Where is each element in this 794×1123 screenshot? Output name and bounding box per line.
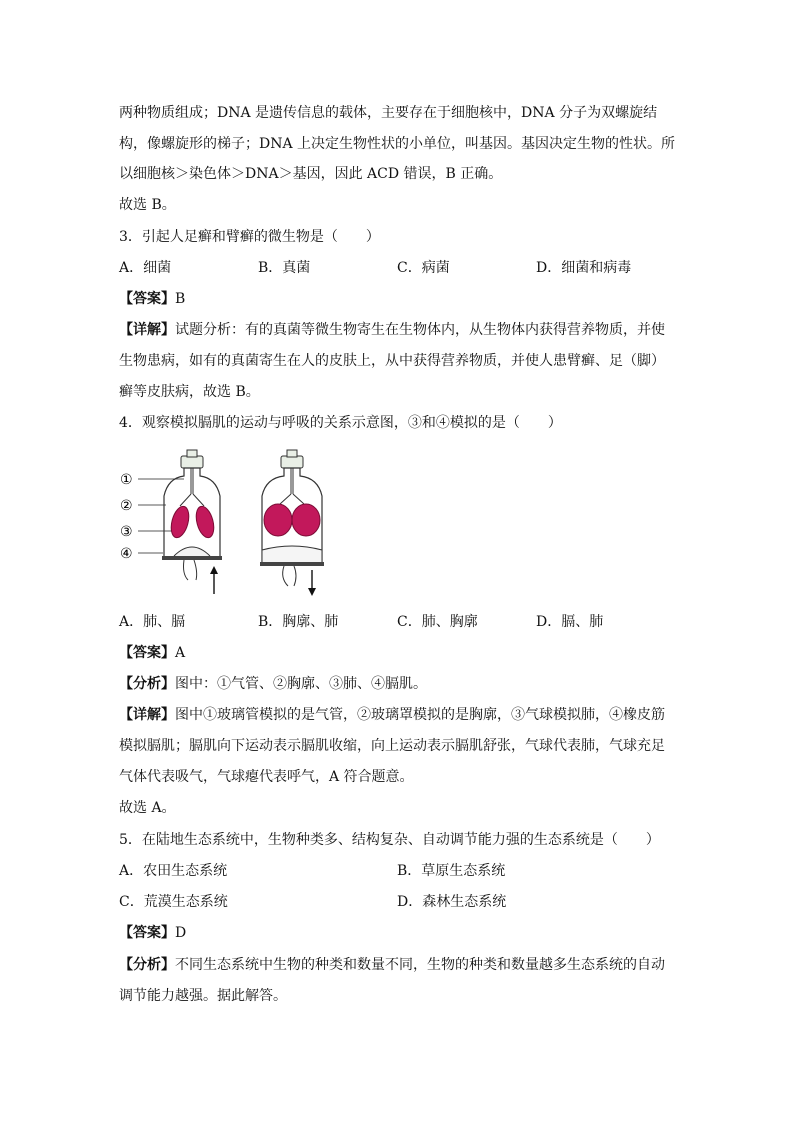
q4-answer-value: A — [175, 645, 186, 661]
prev-text-line-1: 两种物质组成；DNA 是遗传信息的载体，主要存在于细胞核中，DNA 分子为双螺旋结 — [119, 105, 658, 121]
q3-option-d: D．细菌和病毒 — [536, 260, 632, 276]
q4-detail-line-3: 气体代表吸气，气球瘪代表呼气，A 符合题意。 — [119, 769, 414, 785]
lung-right-balloon-a — [264, 504, 292, 536]
lung-left-balloon-a — [168, 504, 192, 539]
q5-option-a: A．农田生态系统 — [119, 863, 228, 879]
q4-detail-tag: 【详解】 — [119, 707, 175, 723]
q4-stem: 4．观察模拟膈肌的运动与呼吸的关系示意图，③和④模拟的是（ ） — [119, 415, 562, 431]
q3-stem: 3．引起人足癣和臂癣的微生物是（ ） — [119, 229, 380, 245]
q5-option-d: D．森林生态系统 — [397, 894, 507, 910]
q4-option-c: C．肺、胸廓 — [397, 614, 478, 630]
q4-analysis-text: 图中：①气管、②胸廓、③肺、④膈肌。 — [175, 676, 427, 692]
q5-analysis-text-1: 不同生态系统中生物的种类和数量不同，生物的种类和数量越多生态系统的自动 — [175, 957, 665, 973]
q3-detail-line-3: 癣等皮肤病，故选 B。 — [119, 384, 260, 400]
figure-label-2: ② — [120, 498, 133, 514]
q4-conclusion: 故选 A。 — [119, 800, 176, 816]
q5-stem: 5．在陆地生态系统中，生物种类多、结构复杂、自动调节能力强的生态系统是（ ） — [119, 832, 660, 848]
q4-option-d: D．膈、肺 — [536, 614, 604, 630]
q4-option-a: A．肺、膈 — [119, 614, 186, 630]
q3-detail-line-1 — [119, 320, 665, 340]
q3-option-b: B．真菌 — [258, 260, 311, 276]
q5-analysis-line-2: 调节能力越强。据此解答。 — [119, 988, 287, 1004]
q3-option-a: A．细菌 — [119, 260, 172, 276]
q5-answer — [119, 923, 186, 943]
q3-answer-tag: 【答案】 — [119, 291, 175, 307]
q4-detail-text-1: 图中①玻璃管模拟的是气管，②玻璃罩模拟的是胸廓，③气球模拟肺，④橡皮筋 — [175, 707, 665, 723]
figure-label-4: ④ — [120, 546, 133, 562]
q3-answer — [119, 289, 185, 309]
q4-answer — [119, 643, 185, 663]
q4-answer-tag: 【答案】 — [119, 645, 175, 661]
q5-analysis-line-1 — [119, 955, 665, 975]
jar-left — [162, 450, 222, 594]
figure-label-1: ① — [120, 472, 133, 488]
q5-answer-tag: 【答案】 — [119, 925, 175, 941]
figure-label-3: ③ — [120, 524, 133, 540]
q3-answer-value: B — [175, 291, 186, 307]
q5-option-b: B．草原生态系统 — [397, 863, 506, 879]
q3-detail-line-2: 生物患病，如有的真菌寄生在人的皮肤上，从中获得营养物质，并使人患臂癣、足（脚） — [119, 353, 665, 369]
q4-analysis — [119, 674, 427, 694]
q5-answer-value: D — [175, 925, 187, 941]
prev-conclusion: 故选 B。 — [119, 197, 176, 213]
lung-left-balloon-b — [193, 504, 217, 539]
q3-detail-text-1: 试题分析：有的真菌等微生物寄生在生物体内，从生物体内获得营养物质，并使 — [175, 322, 665, 338]
q4-option-b: B．胸廓、肺 — [258, 614, 339, 630]
q3-option-c: C．病菌 — [397, 260, 450, 276]
jar-right — [260, 450, 324, 596]
prev-text-line-3: 以细胞核＞染色体＞DNA＞基因，因此 ACD 错误，B 正确。 — [119, 166, 503, 182]
q4-detail-line-1 — [119, 705, 665, 725]
diaphragm-model-figure — [118, 446, 348, 598]
lung-right-balloon-b — [292, 504, 320, 536]
q4-analysis-tag: 【分析】 — [119, 676, 175, 692]
q4-detail-line-2: 模拟膈肌；膈肌向下运动表示膈肌收缩，向上运动表示膈肌舒张，气球代表肺，气球充足 — [119, 738, 665, 754]
q5-analysis-tag: 【分析】 — [119, 957, 175, 973]
prev-text-line-2: 构，像螺旋形的梯子；DNA 上决定生物性状的小单位，叫基因。基因决定生物的性状。所 — [119, 136, 676, 152]
q5-option-c: C．荒漠生态系统 — [119, 894, 228, 910]
q3-detail-tag: 【详解】 — [119, 322, 175, 338]
